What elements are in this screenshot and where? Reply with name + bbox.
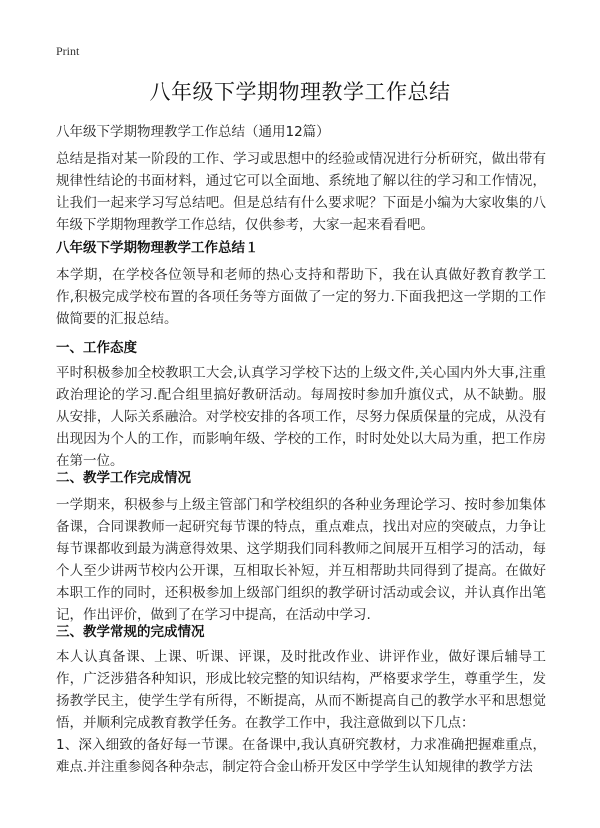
paragraph-work-attitude: 平时积极参加全校教职工大会,认真学习学校下达的上级文件,关心国内外大事,注重政治理论的学习.配合组里搞好教研活动。每周按时参加升旗仪式，从不缺勤。服从安排，人际关系融洽。对学校安排的各项工作，尽努力保质保量的完成，从没有出现因为个人的工作，而影响年级、学校的工作，时时处处以大局为重，把工作房在第一位。 bbox=[56, 365, 546, 469]
paragraph-teaching-routine: 本人认真备课、上课、听课、评课，及时批改作业、讲评作业，做好课后辅导工作，广泛涉猎各种知识，形成比较完整的知识结构，严格要求学生，尊重学生，发扬教学民主，使学生学有所得，不断提高，从而不断提高自己的教学水平和思想觉悟，并顺利完成教育教学任务。在教学工作中，我注意做到以下几点： bbox=[56, 649, 546, 731]
document-subtitle: 八年级下学期物理教学工作总结（通用12篇） bbox=[56, 124, 330, 140]
paragraph-point-1: 1、深入细致的备好每一节课。在备课中,我认真研究教材，力求准确把握难重点，难点.并注重参阅各种杂志，制定符合金山桥开发区中学学生认知规律的教学方法 bbox=[56, 737, 546, 775]
intro-paragraph: 总结是指对某一阶段的工作、学习或思想中的经验或情况进行分析研究，做出带有规律性结论的书面材料，通过它可以全面地、系统地了解以往的学习和工作情况，让我们一起来学习写总结吧。但是总结有什么要求呢？下面是小编为大家收集的八年级下学期物理教学工作总结，仅供参考，大家一起来看看吧。 bbox=[56, 151, 546, 233]
heading-work-attitude: 一、工作态度 bbox=[56, 340, 137, 356]
paragraph-teaching-completion: 一学期来，积极参与上级主管部门和学校组织的各种业务理论学习、按时参加集体备课，合同课教师一起研究每节课的特点，重点难点，找出对应的突破点，力争让每节课都收到最为满意得效果、这学期我们同科教师之间展开互相学习的活动，每个人至少讲两节校内公开课，互相取长补短，并互相帮助共同得到了提高。在做好本职工作的同时，还积极参加上级部门组织的教学研讨活动或会议，并认真作出笔记，作出评价，做到了在学习中提高，在活动中学习. bbox=[56, 497, 546, 623]
heading-teaching-routine: 三、教学常规的完成情况 bbox=[56, 624, 205, 640]
heading-teaching-completion: 二、教学工作完成情况 bbox=[56, 470, 191, 486]
print-link[interactable]: Print bbox=[56, 44, 80, 58]
section-paragraph: 本学期，在学校各位领导和老师的热心支持和帮助下，我在认真做好教育教学工作,积极完成学校布置的各项任务等方面做了一定的努力.下面我把这一学期的工作做简要的汇报总结。 bbox=[56, 267, 546, 327]
page-title: 八年级下学期物理教学工作总结 bbox=[149, 80, 451, 104]
section-title: 八年级下学期物理教学工作总结１ bbox=[56, 240, 259, 256]
